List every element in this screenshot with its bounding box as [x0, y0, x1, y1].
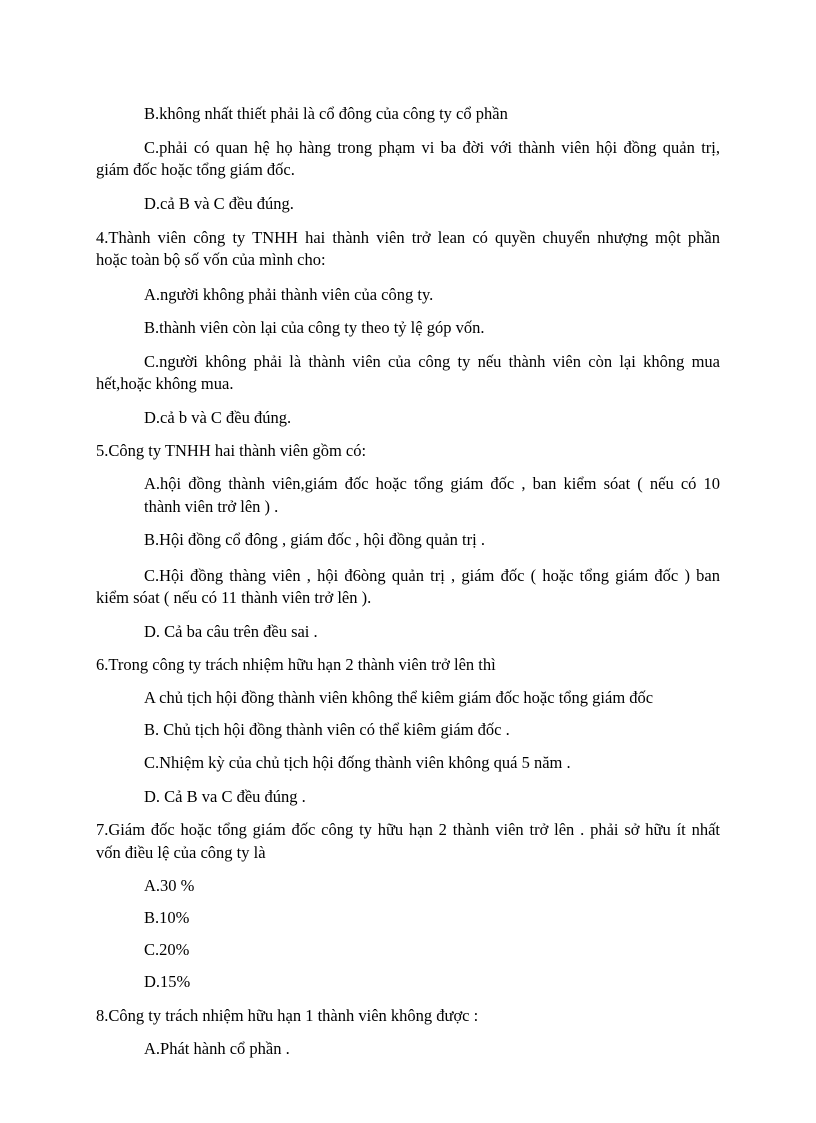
option-c: C.Hội đồng thàng viên , hội đ6òng quản trị , giám đốc ( hoặc tổng giám đốc ) ban: [144, 566, 720, 585]
question-6: 6.Trong công ty trách nhiệm hữu hạn 2 thành viên trở lên thì: [96, 655, 496, 674]
option-d: D. Cả B va C đều đúng .: [144, 787, 306, 806]
option-c-continued: giám đốc hoặc tổng giám đốc.: [96, 160, 295, 179]
option-d: D.cả B và C đều đúng.: [144, 194, 294, 213]
question-7-continued: vốn điều lệ của công ty là: [96, 843, 266, 862]
option-a: A.30 %: [144, 876, 195, 895]
option-a: A.người không phải thành viên của công ty.: [144, 285, 434, 304]
option-b: B.không nhất thiết phải là cổ đông của công ty cổ phần: [144, 104, 508, 123]
question-4-continued: hoặc toàn bộ số vốn của mình cho:: [96, 250, 326, 269]
option-b: B.thành viên còn lại của công ty theo tỷ lệ góp vốn.: [144, 318, 485, 337]
option-c-continued: kiểm sóat ( nếu có 11 thành viên trở lên ).: [96, 588, 372, 607]
question-4: 4.Thành viên công ty TNHH hai thành viên trở lean có quyền chuyển nhượng một phần: [96, 228, 720, 247]
option-c-continued: hết,hoặc không mua.: [96, 374, 234, 393]
option-b: B.10%: [144, 908, 190, 927]
option-c: C.20%: [144, 940, 190, 959]
option-a: A.Phát hành cổ phần .: [144, 1039, 290, 1058]
option-d: D.15%: [144, 972, 191, 991]
option-a: A.hội đồng thành viên,giám đốc hoặc tổng giám đốc , ban kiểm sóat ( nếu có 10: [144, 474, 720, 493]
option-d: D. Cả ba câu trên đều sai .: [144, 622, 318, 641]
option-c: C.người không phải là thành viên của công ty nếu thành viên còn lại không mua: [144, 352, 720, 371]
question-5: 5.Công ty TNHH hai thành viên gồm có:: [96, 441, 367, 460]
question-8: 8.Công ty trách nhiệm hữu hạn 1 thành viên không được :: [96, 1006, 479, 1025]
option-b: B. Chủ tịch hội đồng thành viên có thể kiêm giám đốc .: [144, 720, 510, 739]
option-c: C.phải có quan hệ họ hàng trong phạm vi ba đời với thành viên hội đồng quản trị,: [144, 138, 720, 157]
option-b: B.Hội đồng cổ đông , giám đốc , hội đồng quản trị .: [144, 530, 485, 549]
option-c: C.Nhiệm kỳ của chủ tịch hội đống thành viên không quá 5 năm .: [144, 753, 571, 772]
option-d: D.cả b và C đều đúng.: [144, 408, 292, 427]
option-a: A chủ tịch hội đồng thành viên không thể kiêm giám đốc hoặc tổng giám đốc: [144, 688, 654, 707]
question-7: 7.Giám đốc hoặc tổng giám đốc công ty hữu hạn 2 thành viên trở lên . phải sở hữu ít nhất: [96, 820, 720, 839]
option-a-continued: thành viên trở lên ) .: [144, 497, 279, 516]
